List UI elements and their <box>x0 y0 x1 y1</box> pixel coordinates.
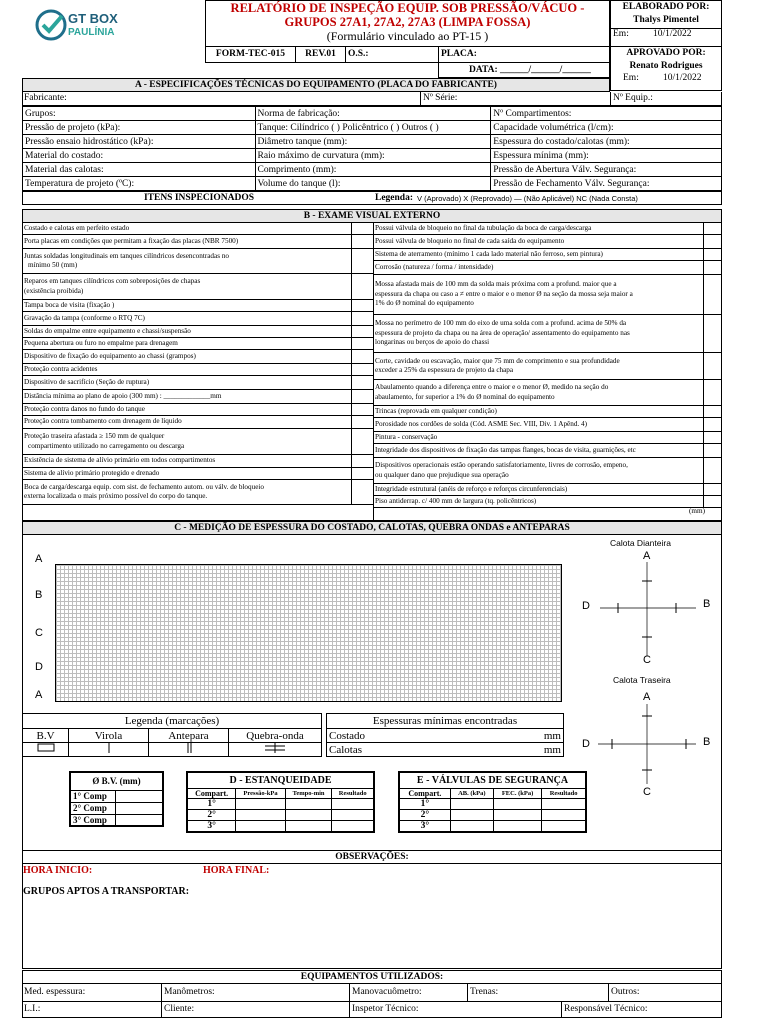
checklist-item-label: Integridade dos dispositivos de fixação das tampas flanges, bocas de visita, guarnições, etc <box>375 445 636 454</box>
d-col-resultado: Resultado <box>332 788 374 798</box>
logo <box>30 6 130 44</box>
checklist-status-cell[interactable] <box>703 235 721 248</box>
checklist-status-cell[interactable] <box>351 390 373 403</box>
legenda-bv: B.V <box>23 729 69 743</box>
spec-row <box>23 177 722 191</box>
checklist-row <box>23 480 373 505</box>
section-d-title: D - ESTANQUEIDADE <box>187 772 374 788</box>
checklist-row <box>23 390 373 404</box>
legenda-title: Legenda (marcações) <box>23 714 322 729</box>
grupos-aptos-label: GRUPOS APTOS A TRANSPORTAR: <box>23 886 190 897</box>
elaborado-em-label: Em: <box>613 29 629 39</box>
bv-row-2: 2° Comp <box>70 802 115 814</box>
checklist-row <box>374 261 721 275</box>
calota-d-point-b: B <box>703 598 711 610</box>
checklist-item-label: Reparos em tanques cilíndricos com sobreposições de chapas <box>24 277 201 285</box>
checklist-status-cell[interactable] <box>351 404 373 415</box>
d-col-pressao: Pressão-kPa <box>236 788 286 798</box>
aprovado-em-date: 10/1/2022 <box>663 73 702 83</box>
checklist-row <box>23 300 373 312</box>
e-col-fec: FEC. (kPa) <box>493 788 541 798</box>
calota-t-point-a: A <box>643 691 651 703</box>
d-col-compart: Compart. <box>187 788 236 798</box>
calota-t-point-c: C <box>643 786 651 798</box>
checklist-item-label: Sistema de aterramento (mínimo 1 cada lado material não ferroso, sem pintura) <box>375 249 603 258</box>
placa-field[interactable]: PLACA: <box>441 49 477 59</box>
d-row-1: 1° <box>187 798 236 809</box>
title-line3: (Formulário vinculado ao PT-15 ) <box>326 29 489 43</box>
costado-label: Costado <box>327 729 482 743</box>
elaborado-label: ELABORADO POR: <box>622 2 710 12</box>
calota-t-point-b: B <box>703 736 711 748</box>
spec-cell[interactable]: Pressão de Fechamento Válv. Segurança: <box>491 177 722 191</box>
report-title <box>205 0 610 47</box>
fabricante-field[interactable]: Fabricante: <box>23 92 421 105</box>
espessuras-title: Espessuras mínimas encontradas <box>327 714 564 729</box>
checklist-row <box>23 338 373 350</box>
equip-field[interactable]: Nº Equip.: <box>613 93 653 103</box>
checklist-item-label: Existência de sistema de alívio primário em todos compartimentos <box>24 456 216 465</box>
checklist-row <box>23 429 373 455</box>
checklist-row <box>23 468 373 480</box>
checklist-item-label: Boca de carga/descarga equip. com sist. de fechamento autom. ou válv. de bloqueio <box>24 482 264 491</box>
checklist-row <box>23 416 373 429</box>
checklist-row <box>374 496 721 515</box>
checklist-status-cell[interactable] <box>351 364 373 375</box>
spec-cell[interactable]: Pressão de projeto (kPa): <box>23 121 256 135</box>
section-b-title: B - EXAME VISUAL EXTERNO <box>22 209 722 223</box>
checklist-row <box>374 275 721 315</box>
checklist-status-cell[interactable] <box>703 444 721 457</box>
calota-t-point-d: D <box>582 738 590 750</box>
checklist-row <box>374 458 721 484</box>
legenda-quebra-onda: Quebra-onda <box>229 729 322 743</box>
spec-table <box>22 106 722 191</box>
checklist-item-label: abaulamento, for superior a 1% do Ø nominal do equipamento <box>375 392 555 401</box>
row-label-b: B <box>35 589 43 601</box>
checklist-status-cell[interactable] <box>351 376 373 389</box>
e-row-2: 2° <box>399 809 450 820</box>
checklist-status-cell[interactable] <box>703 406 721 417</box>
spec-cell[interactable]: Nº Compartimentos: <box>491 107 722 121</box>
checklist-row <box>374 235 721 249</box>
checklist-row <box>23 404 373 416</box>
aprovado-label: APROVADO POR: <box>626 48 706 58</box>
checklist-item-label: ou qualquer dano que prejudique sua operação <box>375 470 509 479</box>
checklist-row <box>23 235 373 249</box>
checklist-item-label: Abaulamento quando a diferença entre o maior e o menor Ø, medido na seção do <box>375 383 609 391</box>
checklist-status-cell[interactable] <box>351 416 373 428</box>
legenda-antepara: Antepara <box>149 729 229 743</box>
e-row-3: 3° <box>399 820 450 832</box>
checklist-item-label: Proteção contra danos no fundo do tanque <box>24 404 145 413</box>
checklist-item-label: longarinas ou berços de apoio do chassi <box>375 338 490 347</box>
legend-label: Legenda: <box>375 193 413 203</box>
checklist-status-cell[interactable] <box>351 480 373 504</box>
checklist-item-label: Trincas (reprovada em qualquer condição) <box>375 406 497 415</box>
spec-row <box>23 107 722 121</box>
observacoes-area[interactable] <box>22 864 722 969</box>
checklist-item-label: Dispositivos operacionais estão operando satisfatoriamente, livres de corrosão, empeno, <box>375 461 628 469</box>
spec-cell[interactable]: Volume do tanque (l): <box>255 177 491 191</box>
elaborado-name: Thalys Pimentel <box>633 15 699 25</box>
spec-row <box>23 135 722 149</box>
spec-cell[interactable]: Material das calotas: <box>23 163 256 177</box>
checklist-item-label: Distância mínima ao plano de apoio (300 mm) : _____________mm <box>24 391 222 400</box>
checklist-status-cell[interactable] <box>703 458 721 483</box>
checklist-status-cell[interactable] <box>703 353 721 379</box>
checklist-status-cell[interactable] <box>703 315 721 352</box>
checklist-status-cell[interactable] <box>703 432 721 443</box>
row-label-c: C <box>35 627 43 639</box>
aprovado-box <box>610 47 722 91</box>
med-espessura-field[interactable]: Med. espessura: <box>23 984 162 1001</box>
checklist-row <box>23 350 373 364</box>
spec-cell[interactable]: Temperatura de projeto (ºC): <box>23 177 256 191</box>
checklist-item-label: Sistema de alívio primário protegido e drenado <box>24 468 160 477</box>
calota-d-point-a: A <box>643 550 651 562</box>
checklist-status-cell[interactable] <box>351 223 373 234</box>
row-label-d: D <box>35 661 43 673</box>
spec-cell[interactable]: Material do costado: <box>23 149 256 163</box>
checklist-row <box>23 274 373 300</box>
checklist-status-cell[interactable] <box>351 300 373 311</box>
checklist-status-cell[interactable] <box>351 338 373 349</box>
section-b-right <box>374 223 722 521</box>
checklist-item-label: Pintura - conservação <box>375 432 438 441</box>
checklist-row <box>23 223 373 235</box>
checklist-item-label: Porosidade nos cordões de solda (Cód. ASME Sec. VIII, Div. 1 Apênd. 4) <box>375 419 588 428</box>
checklist-row <box>374 432 721 444</box>
spec-cell[interactable]: Comprimento (mm): <box>255 163 491 177</box>
checklist-row <box>374 315 721 353</box>
checklist-item-label: externa localizada o mais próximo possível do corpo do tanque. <box>24 492 208 500</box>
checklist-status-cell[interactable] <box>351 350 373 363</box>
checklist-row <box>23 376 373 390</box>
bv-title: Ø B.V. (mm) <box>70 772 163 790</box>
checklist-status-cell[interactable] <box>703 275 721 314</box>
spec-cell[interactable]: Capacidade volumétrica (l/cm): <box>491 121 722 135</box>
itens-label: ITENS INSPECIONADOS <box>143 193 255 203</box>
logo-sub: PAULÍNIA <box>68 27 115 38</box>
spec-cell[interactable]: Norma de fabricação: <box>255 107 491 121</box>
costado-unit[interactable]: mm <box>481 729 563 743</box>
spec-cell[interactable]: Pressão de Abertura Válv. Segurança: <box>491 163 722 177</box>
logo-brand: GT BOX <box>68 11 118 26</box>
checklist-row <box>374 406 721 418</box>
cliente-field[interactable]: Cliente: <box>162 1002 350 1017</box>
responsavel-field[interactable]: Responsável Técnico: <box>564 1004 648 1014</box>
check-logo-icon <box>34 8 68 42</box>
checklist-row <box>374 484 721 496</box>
checklist-row <box>374 380 721 406</box>
checklist-item-label: Juntas soldadas longitudinais em tanques cilíndricos desencontradas no <box>24 251 230 260</box>
checklist-row <box>23 312 373 326</box>
checklist-status-cell[interactable] <box>351 249 373 273</box>
checklist-item-label: Porta placas em condições que permitam a fixação das placas (NBR 7500) <box>24 236 239 245</box>
checklist-item-label: Possui válvula de bloqueio no final de cada saída do equipamento <box>375 236 565 245</box>
calota-dianteira-diagram <box>578 548 718 670</box>
form-code: FORM-TEC-015 <box>206 47 296 62</box>
data-field[interactable]: DATA: ______/______/______ <box>438 63 610 78</box>
spec-row <box>23 163 722 177</box>
checklist-row <box>374 353 721 380</box>
checklist-row <box>374 223 721 235</box>
serie-field[interactable]: Nº Série: <box>421 92 611 105</box>
checklist-row <box>23 364 373 376</box>
spec-cell[interactable]: Diâmetro tanque (mm): <box>255 135 491 149</box>
checklist-item-label: Proteção traseira afastada ≥ 150 mm de qualquer <box>24 432 165 440</box>
checklist-item-label: Possui válvula de bloqueio no final da tubulação da boca de carga/descarga <box>375 223 592 232</box>
hora-final-label: HORA FINAL: <box>203 865 270 876</box>
checklist-status-cell[interactable] <box>703 496 721 507</box>
e-col-resultado: Resultado <box>542 788 586 798</box>
checklist-row <box>374 418 721 432</box>
checklist-item-label: Tampa boca de visita (fixação ) <box>24 300 115 309</box>
aprovado-em-label: Em: <box>623 73 639 83</box>
spec-cell[interactable]: Espessura mínima (mm): <box>491 149 722 163</box>
spec-cell[interactable]: Grupos: <box>23 107 256 121</box>
legend-items: V (Aprovado) X (Reprovado) — (Não Aplicável) NC (Nada Consta) <box>417 194 638 203</box>
form-rev: REV.01 <box>296 47 346 62</box>
checklist-status-cell[interactable] <box>703 418 721 431</box>
elaborado-box <box>610 0 722 47</box>
checklist-status-cell[interactable] <box>351 235 373 248</box>
checklist-item-label: Corte, cavidade ou escavação, maior que 75 mm de comprimento e sua profundidade <box>375 356 620 365</box>
calotas-unit[interactable]: mm <box>481 743 563 757</box>
spec-cell[interactable]: Espessura do costado/calotas (mm): <box>491 135 722 149</box>
checklist-row <box>23 455 373 468</box>
elaborado-em-date: 10/1/2022 <box>653 29 692 39</box>
checklist-item-label: Dispositivo de fixação do equipamento ao chassi (grampos) <box>24 351 196 360</box>
observacoes-title: OBSERVAÇÕES: <box>22 850 722 864</box>
hora-inicio-label: HORA INICIO: <box>23 865 93 876</box>
checklist-item-label: Costado e calotas em perfeito estado <box>24 223 130 232</box>
checklist-status-cell[interactable] <box>351 274 373 299</box>
manometros-field[interactable]: Manômetros: <box>162 984 350 1001</box>
legenda-virola: Virola <box>69 729 149 743</box>
equipamentos-title: EQUIPAMENTOS UTILIZADOS: <box>22 970 722 984</box>
checklist-status-cell[interactable] <box>703 223 721 234</box>
spec-row <box>23 149 722 163</box>
checklist-item-label: Dispositivo de sacrifício (Seção de ruptura) <box>24 377 150 386</box>
checklist-item-label: espessura de projeto da chapa ou na área de operação/ assentamento do equipamento nas <box>375 328 630 337</box>
row-label-a2: A <box>35 689 43 701</box>
d-row-2: 2° <box>187 809 236 820</box>
checklist-status-cell[interactable] <box>351 429 373 454</box>
section-e-title: E - VÁLVULAS DE SEGURANÇA <box>399 772 586 788</box>
checklist-status-cell[interactable] <box>703 261 721 274</box>
trenas-field[interactable]: Trenas: <box>468 984 609 1001</box>
checklist-status-cell[interactable] <box>351 312 373 325</box>
calota-d-point-c: C <box>643 654 651 666</box>
d-row-3: 3° <box>187 820 236 832</box>
d-col-tempo: Tempo-min <box>285 788 332 798</box>
checklist-item-label: Integridade estrutural (anéis de reforço e reforços circunferenciais) <box>375 484 568 493</box>
li-field[interactable]: L.I.: <box>23 1002 162 1017</box>
calota-d-point-d: D <box>582 600 590 612</box>
checklist-item-label: exceder a 25% da espessura de projeto da chapa <box>375 366 514 374</box>
e-row-1: 1° <box>399 798 450 809</box>
section-c-title: C - MEDIÇÃO DE ESPESSURA DO COSTADO, CALOTAS, QUEBRA ONDAS e ANTEPARAS <box>22 521 722 535</box>
checklist-item-label: Mossa no perímetro de 100 mm do eixo de uma solda com a profund. acima de 50% da <box>375 319 627 328</box>
checklist-item-label: Piso antiderrap. c/ 400 mm de largura (tq. policêntricos) <box>375 497 537 505</box>
checklist-status-cell[interactable] <box>703 249 721 260</box>
calota-traseira-label: Calota Traseira <box>613 675 671 685</box>
e-col-compart: Compart. <box>399 788 450 798</box>
checklist-status-cell[interactable] <box>703 380 721 405</box>
bv-row-1: 1° Comp <box>70 790 115 802</box>
manovacuometro-field[interactable]: Manovacuômetro: <box>350 984 468 1001</box>
checklist-item-label: 1% do Ø nominal do equipamento <box>375 299 474 308</box>
section-b-left <box>22 223 374 521</box>
checklist-row <box>23 326 373 338</box>
checklist-item-label: (mm) <box>689 506 705 515</box>
bv-row-3: 3° Comp <box>70 814 115 826</box>
os-field[interactable]: O.S.: <box>346 47 439 62</box>
checklist-row <box>374 249 721 261</box>
e-col-ab: AB. (kPa) <box>450 788 493 798</box>
checklist-row <box>23 249 373 274</box>
inspetor-field[interactable]: Inspetor Técnico: <box>350 1002 562 1017</box>
checklist-item-label: Corrosão (natureza / forma / intensidade) <box>375 262 494 271</box>
title-line2: GRUPOS 27A1, 27A2, 27A3 (LIMPA FOSSA) <box>284 15 531 29</box>
aprovado-name: Renato Rodrigues <box>629 61 703 71</box>
checklist-status-cell[interactable] <box>351 455 373 467</box>
outros-field[interactable]: Outros: <box>611 987 640 997</box>
calota-dianteira-label: Calota Dianteira <box>610 538 671 548</box>
title-line1: RELATÓRIO DE INSPEÇÃO EQUIP. SOB PRESSÃO/VÁCUO - <box>230 1 585 15</box>
checklist-item-label: mínimo 50 (mm) <box>28 261 78 269</box>
checklist-status-cell[interactable] <box>351 326 373 337</box>
checklist-status-cell[interactable] <box>703 484 721 495</box>
checklist-item-label: Soldas do empalme entre equipamento e chassi/suspensão <box>24 326 191 335</box>
spec-cell[interactable]: Raio máximo de curvatura (mm): <box>255 149 491 163</box>
checklist-item-label: compartimento utilizado no carregamento ou descarga <box>28 441 185 450</box>
checklist-item-label: (existência proibida) <box>24 286 84 295</box>
calotas-label: Calotas <box>327 743 482 757</box>
checklist-row <box>374 444 721 458</box>
spec-cell[interactable]: Pressão ensaio hidrostático (kPa): <box>23 135 256 149</box>
thickness-grid[interactable] <box>55 564 562 702</box>
checklist-status-cell[interactable] <box>351 468 373 479</box>
section-a-title: A - ESPECIFICAÇÕES TÉCNICAS DO EQUIPAMENTO (PLACA DO FABRICANTE) <box>22 78 610 92</box>
spec-row <box>23 121 722 135</box>
checklist-item-label: Proteção contra tombamento com drenagem de líquido <box>24 417 182 426</box>
row-label-a1: A <box>35 553 43 565</box>
checklist-item-label: espessura da chapa ou caso a ≠ entre o maior e o menor Ø na seção da mossa seja maior a <box>375 289 633 298</box>
checklist-item-label: Proteção contra acidentes <box>24 364 98 373</box>
checklist-item-label: Mossa afastada mais de 100 mm da solda mais próxima com a profund. maior que a <box>375 280 617 289</box>
checklist-item-label: Gravação da tampa (conforme o RTQ 7C) <box>24 313 145 322</box>
checklist-item-label: Pequena abertura ou furo no empalme para drenagem <box>24 338 178 347</box>
spec-cell[interactable]: Tanque: Cilíndrico ( ) Policêntrico ( ) Outros ( ) <box>255 121 491 135</box>
